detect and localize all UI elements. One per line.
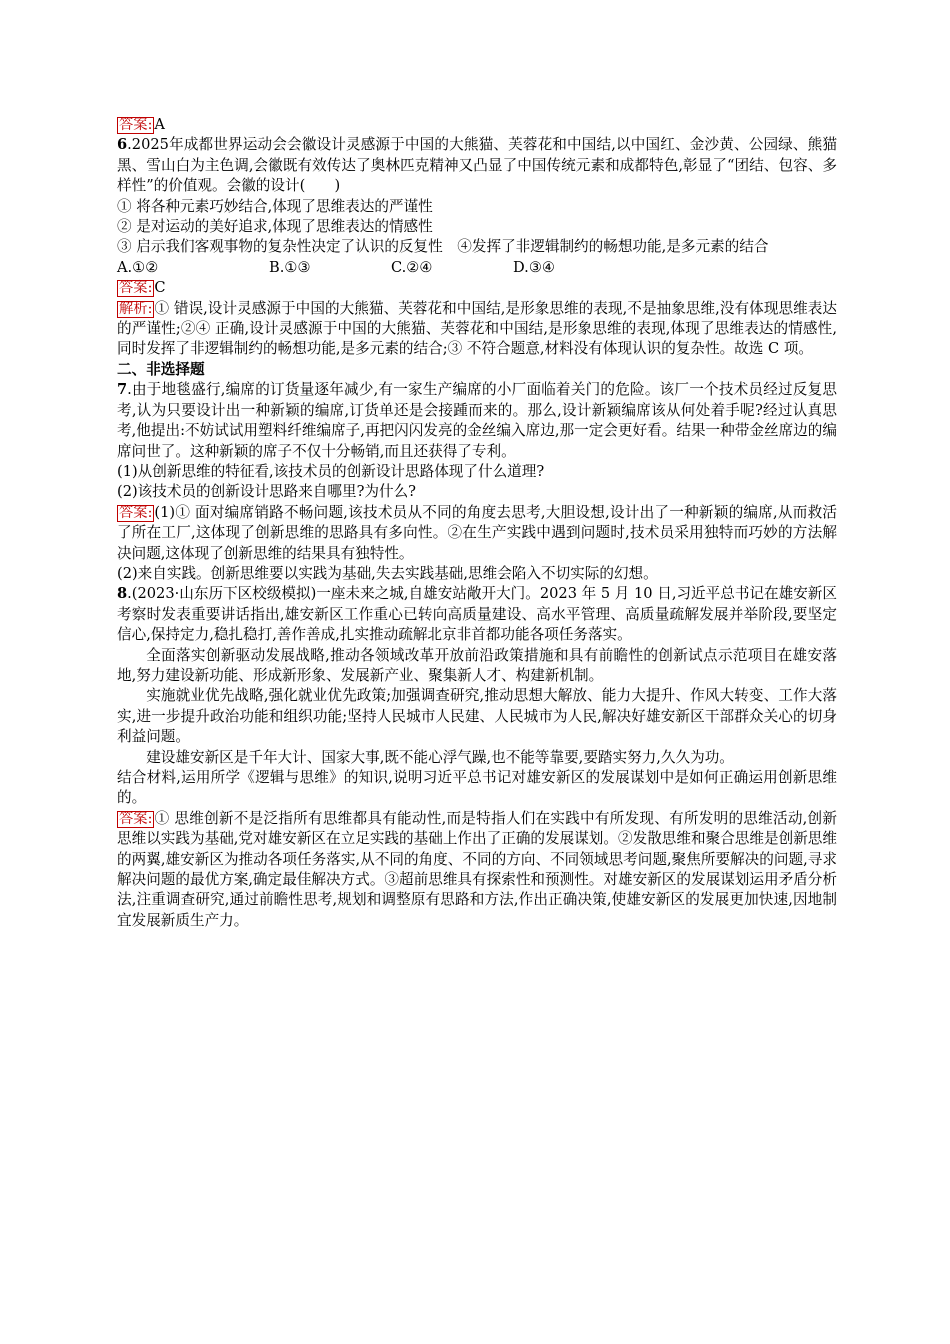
- q7-answer-2: (2)来自实践。创新思维要以实践为基础,失去实践基础,思维会陷入不切实际的幻想。: [117, 564, 658, 582]
- q6-option-b: B.①③: [269, 258, 311, 276]
- q8-number: 8: [117, 585, 128, 603]
- section-title: 二、非选择题: [117, 360, 205, 378]
- q8-para-3: 建设雄安新区是千年大计、国家大事,既不能心浮气躁,也不能等靠要,要踏实努力,久久为功。: [146, 748, 734, 766]
- answer-tag: 答案:: [119, 117, 153, 133]
- q6-item-1: ① 将各种元素巧妙结合,体现了思维表达的严谨性: [117, 197, 433, 215]
- document-content: [117, 115, 837, 931]
- q6-answer: C: [154, 279, 166, 297]
- q6-number: 6: [117, 136, 128, 154]
- q7-stem: [117, 380, 837, 462]
- q7-sub-2: (2)该技术员的创新设计思路来自哪里?为什么?: [117, 483, 417, 501]
- q6-stem: [117, 135, 837, 196]
- q7-answer-1-text: (1)① 面对编席销路不畅问题,该技术员从不同的角度去思考,大胆设想,设计出了一种新颖的编席,从而救活了所在工厂,这体现了创新思维的思路具有多向性。②在生产实践中遇到问题时,技术员采用独特而巧妙的方法解决问题,这体现了创新思维的结果具有独特性。: [117, 503, 837, 562]
- q6-item-3: ③ 启示我们客观事物的复杂性决定了认识的反复性 ④发挥了非逻辑制约的畅想功能,是多元素的结合: [117, 238, 769, 256]
- answer-tag: 答案:: [119, 810, 153, 827]
- q7-stem-text: .由于地毯盛行,编席的订货量逐年减少,有一家生产编席的小厂面临着关门的危险。该厂一个技术员经过反复思考,认为只要设计出一种新颖的编席,订货单还是会接踵而来的。那么,设计新颖编席该从何处着手呢?经过认真思考,他提出:不妨试试用塑料纤维编席子,再把闪闪发亮的金丝编入席边,那一定会更好看。结果一种带金丝席边的编席问世了。这种新颖的席子不仅十分畅销,而且还获得了专利。: [117, 381, 837, 460]
- q8-stem-text: .(2023·山东历下区校级模拟)一座未来之城,自雄安站敞开大门。2023 年 5 月 10 日,习近平总书记在雄安新区考察时发表重要讲话指出,雄安新区工作重心已转向高质量建设、高水平管理、高质量疏解发展并举阶段,要坚定信心,保持定力,稳扎稳打,善作善成,扎实推动疏解北京非首都功能各项任务落实。: [117, 585, 837, 644]
- q8-para-2: 实施就业优先战略,强化就业优先政策;加强调查研究,推动思想大解放、能力大提升、作风大转变、工作大落实,进一步提升政治功能和组织功能;坚持人民城市人民建、人民城市为人民,解决好雄安新区干部群众关心的切身利益问题。: [117, 687, 837, 746]
- answer-tag: 答案:: [119, 504, 153, 521]
- q6-item-2: ② 是对运动的美好追求,体现了思维表达的情感性: [117, 218, 433, 236]
- q8-stem: [117, 584, 837, 645]
- q7-answer-1: [117, 503, 837, 564]
- q6-options: [117, 258, 837, 278]
- q6-option-c: C.②④: [391, 258, 433, 276]
- answer-tag: 答案:: [119, 280, 153, 297]
- q5-answer: A: [154, 116, 165, 133]
- q7-number: 7: [117, 381, 128, 399]
- q7-sub-1: (1)从创新思维的特征看,该技术员的创新设计思路体现了什么道理?: [117, 462, 545, 480]
- q8-answer: [117, 809, 837, 931]
- q8-para-1: 全面落实创新驱动发展战略,推动各领域改革开放前沿政策措施和具有前瞻性的创新试点示范项目在雄安落地,努力建设新功能、形成新形象、发展新产业、聚集新人才、构建新机制。: [117, 646, 837, 684]
- q6-analysis-text: ① 错误,设计灵感源于中国的大熊猫、芙蓉花和中国结,是形象思维的表现,不是抽象思维,没有体现思维表达的严谨性;②④ 正确,设计灵感源于中国的大熊猫、芙蓉花和中国结,是形象思维的表现,体现了思维表达的情感性,同时发挥了非逻辑制约的畅想功能,是多元素的结合;③ 不符合题意,材料没有体现认识的复杂性。故选 C 项。: [117, 299, 837, 358]
- analysis-tag: 解析:: [119, 300, 153, 317]
- q6-analysis: [117, 299, 837, 360]
- q6-stem-text: .2025年成都世界运动会会徽设计灵感源于中国的大熊猫、芙蓉花和中国结,以中国红、金沙黄、公园绿、熊猫黑、雪山白为主色调,会徽既有效传达了奥林匹克精神又凸显了中国传统元素和成都特色,彰显了“团结、包容、多样性”的价值观。会徽的设计( ): [117, 136, 838, 195]
- q6-option-a: A.①②: [117, 258, 159, 276]
- q5-answer-line: [117, 115, 837, 135]
- q6-answer-line: [117, 278, 837, 298]
- q8-answer-text: ① 思维创新不是泛指所有思维都具有能动性,而是特指人们在实践中有所发现、有所发明的思维活动,创新思维以实践为基础,党对雄安新区在立足实践的基础上作出了正确的发展谋划。②发散思维和聚合思维是创新思维的两翼,雄安新区为推动各项任务落实,从不同的角度、不同的方向、不同领域思考问题,聚焦所要解决的问题,寻求解决问题的最优方案,确定最佳解决方式。③超前思维具有探索性和预测性。对雄安新区的发展谋划运用矛盾分析法,注重调查研究,通过前瞻性思考,规划和调整原有思路和方法,作出正确决策,使雄安新区的发展更加快速,因地制宜发展新质生产力。: [117, 809, 837, 929]
- q6-option-d: D.③④: [513, 258, 555, 276]
- q8-question: 结合材料,运用所学《逻辑与思维》的知识,说明习近平总书记对雄安新区的发展谋划中是如何正确运用创新思维的。: [117, 769, 837, 807]
